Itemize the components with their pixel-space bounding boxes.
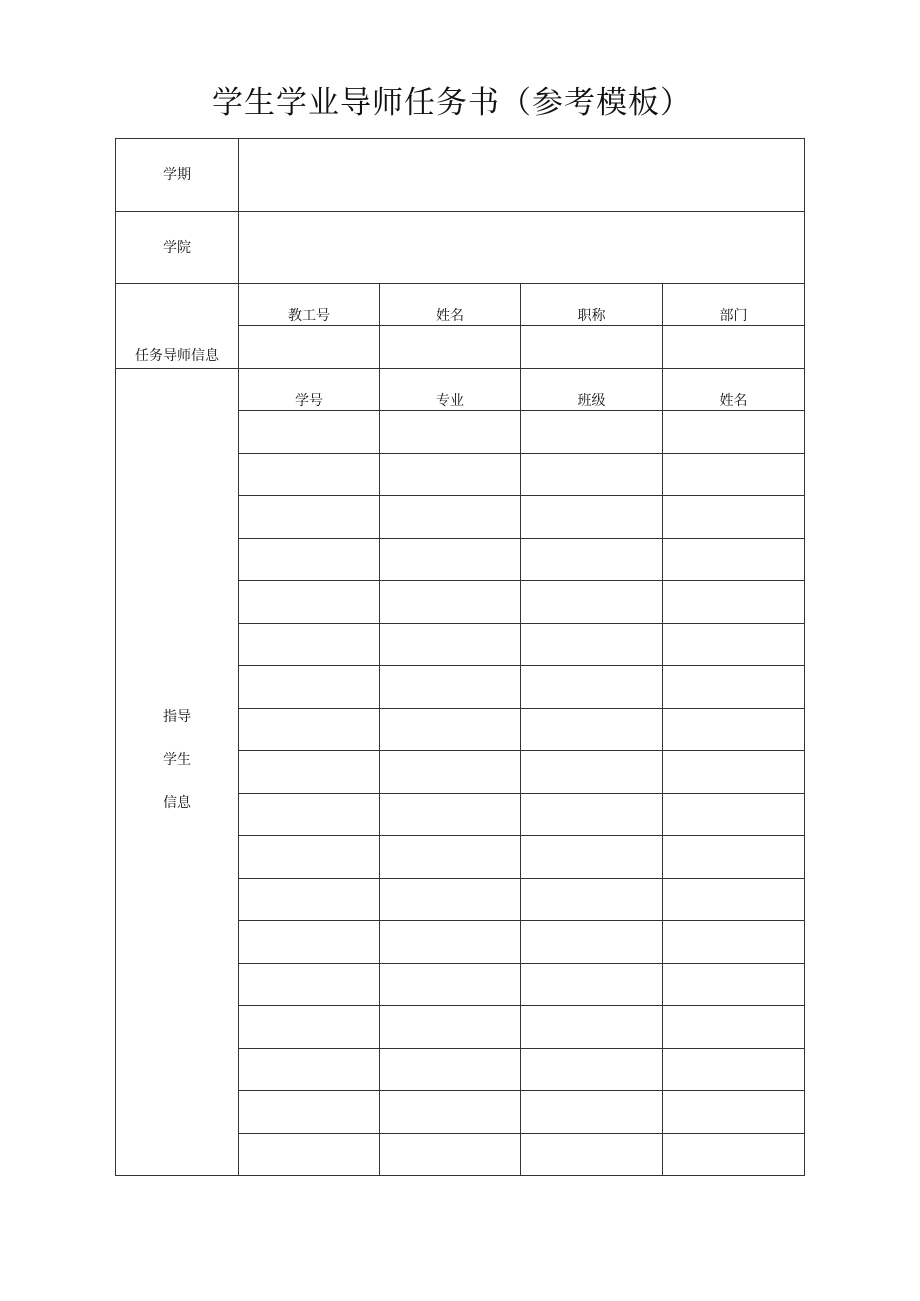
student-id-cell[interactable] bbox=[239, 963, 380, 1006]
student-name-cell[interactable] bbox=[663, 836, 805, 879]
student-name-cell[interactable] bbox=[663, 411, 805, 454]
student-class-cell[interactable] bbox=[521, 623, 663, 666]
semester-label: 学期 bbox=[116, 139, 239, 212]
student-class-cell[interactable] bbox=[521, 793, 663, 836]
student-name-cell[interactable] bbox=[663, 921, 805, 964]
student-major-cell[interactable] bbox=[380, 793, 521, 836]
student-class-cell[interactable] bbox=[521, 666, 663, 709]
student-id-cell[interactable] bbox=[239, 1133, 380, 1176]
student-major-cell[interactable] bbox=[380, 581, 521, 624]
student-header-class: 班级 bbox=[521, 369, 663, 411]
tutor-staff-id-field[interactable] bbox=[239, 326, 380, 369]
student-name-cell[interactable] bbox=[663, 1091, 805, 1134]
student-name-cell[interactable] bbox=[663, 496, 805, 539]
student-id-cell[interactable] bbox=[239, 878, 380, 921]
student-id-cell[interactable] bbox=[239, 793, 380, 836]
student-class-cell[interactable] bbox=[521, 538, 663, 581]
student-id-cell[interactable] bbox=[239, 1006, 380, 1049]
student-name-cell[interactable] bbox=[663, 623, 805, 666]
student-major-cell[interactable] bbox=[380, 1091, 521, 1134]
college-field[interactable] bbox=[239, 212, 805, 284]
student-major-cell[interactable] bbox=[380, 921, 521, 964]
student-id-cell[interactable] bbox=[239, 496, 380, 539]
student-major-cell[interactable] bbox=[380, 708, 521, 751]
tutor-info-label: 任务导师信息 bbox=[116, 284, 239, 369]
student-class-cell[interactable] bbox=[521, 963, 663, 1006]
student-name-cell[interactable] bbox=[663, 793, 805, 836]
student-name-cell[interactable] bbox=[663, 538, 805, 581]
student-name-cell[interactable] bbox=[663, 453, 805, 496]
student-name-cell[interactable] bbox=[663, 1006, 805, 1049]
student-name-cell[interactable] bbox=[663, 878, 805, 921]
semester-field[interactable] bbox=[239, 139, 805, 212]
tutor-name-field[interactable] bbox=[380, 326, 521, 369]
student-id-cell[interactable] bbox=[239, 921, 380, 964]
student-id-cell[interactable] bbox=[239, 666, 380, 709]
student-header-row bbox=[116, 369, 805, 411]
tutor-title-field[interactable] bbox=[521, 326, 663, 369]
tutor-department-field[interactable] bbox=[663, 326, 805, 369]
student-major-cell[interactable] bbox=[380, 453, 521, 496]
student-major-cell[interactable] bbox=[380, 496, 521, 539]
student-name-cell[interactable] bbox=[663, 963, 805, 1006]
student-major-cell[interactable] bbox=[380, 666, 521, 709]
semester-row bbox=[116, 139, 805, 212]
student-name-cell[interactable] bbox=[663, 666, 805, 709]
college-row bbox=[116, 212, 805, 284]
student-id-cell[interactable] bbox=[239, 836, 380, 879]
student-name-cell[interactable] bbox=[663, 708, 805, 751]
tutor-header-title: 职称 bbox=[521, 284, 663, 326]
student-id-cell[interactable] bbox=[239, 751, 380, 794]
student-class-cell[interactable] bbox=[521, 453, 663, 496]
student-major-cell[interactable] bbox=[380, 878, 521, 921]
student-id-cell[interactable] bbox=[239, 581, 380, 624]
student-major-cell[interactable] bbox=[380, 963, 521, 1006]
student-id-cell[interactable] bbox=[239, 411, 380, 454]
student-label-line: 学生 bbox=[163, 752, 191, 768]
tutor-header-department: 部门 bbox=[663, 284, 805, 326]
student-id-cell[interactable] bbox=[239, 453, 380, 496]
student-header-major: 专业 bbox=[380, 369, 521, 411]
student-name-cell[interactable] bbox=[663, 1133, 805, 1176]
document-title: 学生学业导师任务书（参考模板） bbox=[212, 85, 692, 121]
student-class-cell[interactable] bbox=[521, 921, 663, 964]
student-id-cell[interactable] bbox=[239, 623, 380, 666]
student-header-id: 学号 bbox=[239, 369, 380, 411]
student-class-cell[interactable] bbox=[521, 708, 663, 751]
student-class-cell[interactable] bbox=[521, 836, 663, 879]
student-name-cell[interactable] bbox=[663, 1048, 805, 1091]
student-label-line: 指导 bbox=[163, 709, 191, 725]
student-class-cell[interactable] bbox=[521, 1006, 663, 1049]
student-class-cell[interactable] bbox=[521, 581, 663, 624]
student-major-cell[interactable] bbox=[380, 623, 521, 666]
student-class-cell[interactable] bbox=[521, 1048, 663, 1091]
tutor-header-row bbox=[116, 284, 805, 326]
student-label-line: 信息 bbox=[163, 795, 191, 811]
student-major-cell[interactable] bbox=[380, 538, 521, 581]
student-major-cell[interactable] bbox=[380, 751, 521, 794]
task-form-table bbox=[115, 138, 805, 1176]
student-class-cell[interactable] bbox=[521, 1091, 663, 1134]
student-header-name: 姓名 bbox=[663, 369, 805, 411]
student-name-cell[interactable] bbox=[663, 581, 805, 624]
student-class-cell[interactable] bbox=[521, 751, 663, 794]
student-class-cell[interactable] bbox=[521, 411, 663, 454]
college-label: 学院 bbox=[116, 212, 239, 284]
tutor-header-staff-id: 教工号 bbox=[239, 284, 380, 326]
student-class-cell[interactable] bbox=[521, 1133, 663, 1176]
student-major-cell[interactable] bbox=[380, 836, 521, 879]
student-major-cell[interactable] bbox=[380, 1048, 521, 1091]
student-class-cell[interactable] bbox=[521, 496, 663, 539]
student-major-cell[interactable] bbox=[380, 1133, 521, 1176]
student-class-cell[interactable] bbox=[521, 878, 663, 921]
student-info-label bbox=[116, 369, 239, 1176]
student-name-cell[interactable] bbox=[663, 751, 805, 794]
student-id-cell[interactable] bbox=[239, 538, 380, 581]
student-id-cell[interactable] bbox=[239, 1091, 380, 1134]
student-id-cell[interactable] bbox=[239, 708, 380, 751]
student-id-cell[interactable] bbox=[239, 1048, 380, 1091]
student-major-cell[interactable] bbox=[380, 1006, 521, 1049]
student-major-cell[interactable] bbox=[380, 411, 521, 454]
tutor-header-name: 姓名 bbox=[380, 284, 521, 326]
